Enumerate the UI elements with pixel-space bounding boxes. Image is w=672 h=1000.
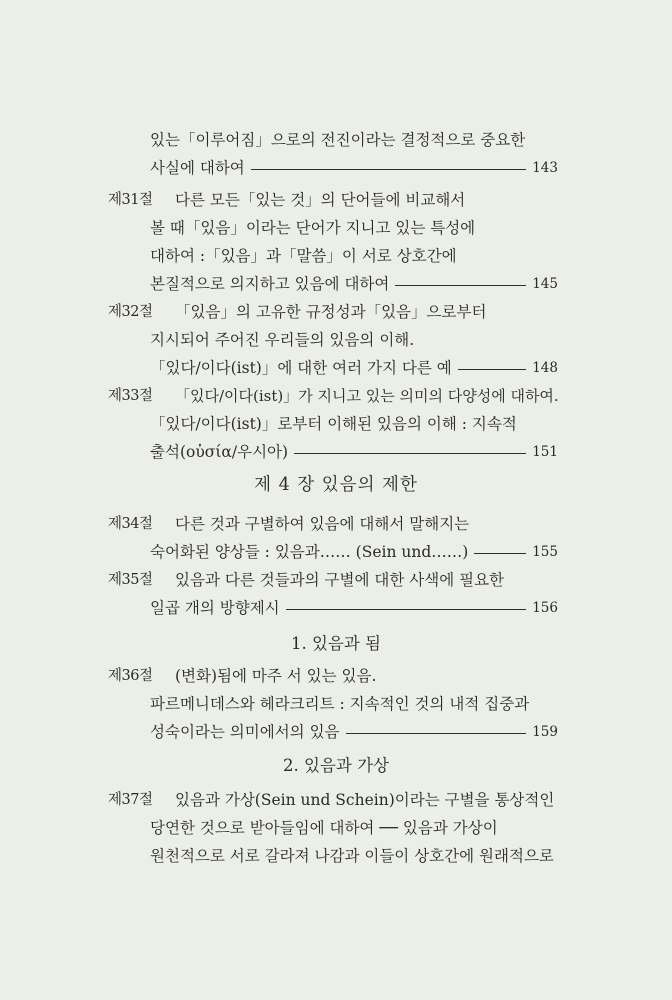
toc-line — [0, 594, 672, 622]
toc-line — [0, 382, 672, 410]
toc-line-text: 본질적으로 의지하고 있음에 대하여 — [150, 275, 390, 293]
section-number: 제37절 — [108, 792, 153, 808]
toc-line-text: 숙어화된 양상들 : 있음과…… (Sein und……) — [150, 543, 469, 561]
toc-line-text: 「있다/이다(ist)」로부터 이해된 있음의 이해 : 지속적 — [150, 415, 517, 433]
toc-line-text: 대하여 :「있음」과「말씀」이 서로 상호간에 — [150, 247, 457, 265]
toc-line-text: 출석(οὐσία/우시아) — [150, 443, 289, 461]
toc-line — [0, 538, 672, 566]
section-number: 제35절 — [108, 572, 153, 588]
toc-line — [0, 214, 672, 242]
leader-line — [474, 553, 526, 554]
toc-leader-row — [150, 594, 558, 622]
toc-line-text: 성숙이라는 의미에서의 있음 — [150, 723, 340, 741]
toc-line — [0, 690, 672, 718]
section-number: 제34절 — [108, 516, 153, 532]
toc-line — [0, 270, 672, 298]
toc-line-text: 지시되어 주어진 우리들의 있음의 이해. — [150, 331, 415, 349]
toc-line-text: 사실에 대하여 — [150, 159, 245, 177]
leader-line — [251, 169, 526, 170]
toc-line-text: 원천적으로 서로 갈라져 나감과 이들이 상호간에 원래적으로 — [150, 847, 554, 865]
toc-line-text: 다른 것과 구별하여 있음에 대해서 말해지는 — [175, 515, 470, 533]
toc-line-text: 파르메니데스와 헤라크리트 : 지속적인 것의 내적 집중과 — [150, 695, 530, 713]
toc-line — [0, 126, 672, 154]
toc-line — [0, 298, 672, 326]
toc-line-text: 「있음」의 고유한 규정성과「있음」으로부터 — [175, 303, 487, 321]
toc-line — [0, 354, 672, 382]
toc-line — [0, 186, 672, 214]
page-number: 148 — [532, 360, 558, 376]
section-heading: 1. 있음과 됨 — [291, 634, 381, 653]
section-heading: 2. 있음과 가상 — [283, 756, 389, 775]
toc-leader-row — [150, 538, 558, 566]
page-number: 159 — [532, 724, 558, 740]
toc-line-text: 일곱 개의 방향제시 — [150, 599, 280, 617]
toc-line — [0, 242, 672, 270]
toc-line-text: 있음과 다른 것들과의 구별에 대한 사색에 필요한 — [175, 571, 505, 589]
toc-line-text: 있음과 가상(Sein und Schein)이라는 구별을 통상적인 — [175, 791, 555, 809]
leader-line — [294, 453, 526, 454]
toc-line — [0, 842, 672, 870]
toc-leader-row — [150, 718, 558, 746]
toc-line-text: 「있다/이다(ist)」에 대한 여러 가지 다른 예 — [150, 359, 452, 377]
toc-line-text: 「있다/이다(ist)」가 지니고 있는 의미의 다양성에 대하여. — [175, 387, 559, 405]
toc-line — [0, 814, 672, 842]
toc-line-text: (변화)됨에 마주 서 있는 있음. — [175, 667, 377, 685]
chapter-heading: 제 4 장 있음의 제한 — [254, 475, 418, 495]
leader-line — [346, 733, 527, 734]
leader-line — [286, 609, 527, 610]
leader-line — [395, 285, 526, 286]
toc-line-text: 있는「이루어짐」으로의 전진이라는 결정적으로 중요한 — [150, 131, 526, 149]
toc-line — [0, 326, 672, 354]
section-number: 제32절 — [108, 304, 153, 320]
toc-line-text: 당연한 것으로 받아들임에 대하여 ── 있음과 가상이 — [150, 819, 498, 837]
toc-line — [0, 438, 672, 466]
toc-leader-row — [150, 438, 558, 466]
leader-line — [458, 369, 527, 370]
toc-line-text: 볼 때「있음」이라는 단어가 지니고 있는 특성에 — [150, 219, 476, 237]
toc-line — [0, 718, 672, 746]
toc-line — [0, 510, 672, 538]
page-number: 151 — [532, 444, 558, 460]
toc-line — [0, 786, 672, 814]
toc-line-text: 다른 모든「있는 것」의 단어들에 비교해서 — [175, 191, 466, 209]
toc-line — [0, 662, 672, 690]
section-number: 제36절 — [108, 668, 153, 684]
toc-line — [0, 410, 672, 438]
toc-line — [0, 154, 672, 182]
toc-line — [0, 566, 672, 594]
section-number: 제31절 — [108, 192, 153, 208]
section-number: 제33절 — [108, 388, 153, 404]
page-number: 156 — [532, 600, 558, 616]
page-number: 143 — [532, 160, 558, 176]
page-number: 155 — [532, 544, 558, 560]
page-number: 145 — [532, 276, 558, 292]
toc-leader-row — [150, 270, 558, 298]
toc-leader-row — [150, 354, 558, 382]
toc-leader-row — [150, 154, 558, 182]
